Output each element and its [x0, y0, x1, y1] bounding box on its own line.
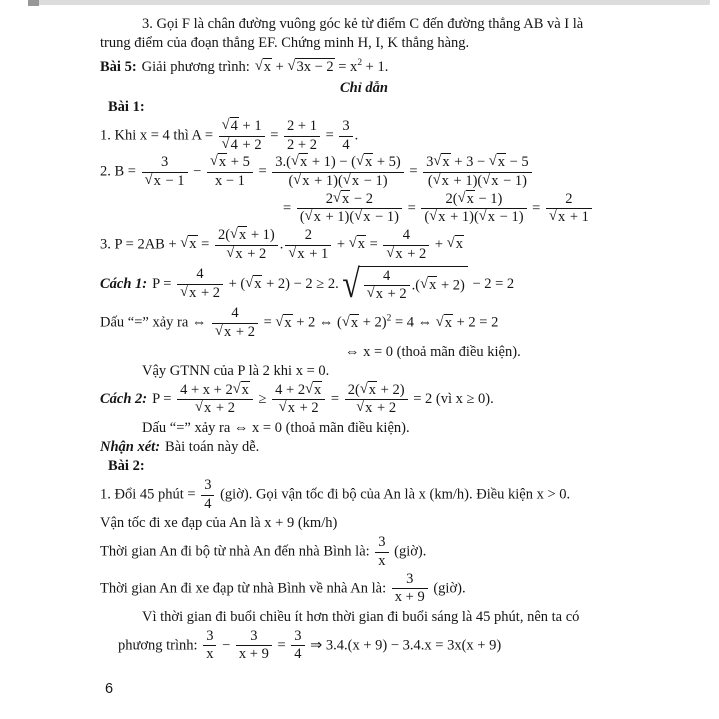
bai2-item1-formula: 1. Đổi 45 phút = $\frac{3}{4}$ (giờ). Gọi vận tốc đi bộ của An là x (km/h). Điều kiện x > 0. — [100, 476, 571, 512]
cach2-label: Cách 2: — [100, 391, 148, 408]
nhanxet-text: Bài toán này dễ. — [165, 438, 260, 455]
nhanxet-line — [100, 438, 628, 457]
bai1-item2-formula: 2. B = $\frac{3}{√x - 1}$ − $\frac{√x + 5}{x - 1}$ = $\frac{3.(√x + 1) - (√x + 5)}{(√x + 1)(√x - 1)}$ = $\frac{3√x + 3 - √x - 5}{(√x + 1)(√x - 1)}$ — [100, 155, 628, 189]
bai2-line2: Vận tốc đi xe đạp của An là x + 9 (km/h) — [100, 515, 338, 532]
bai2-line5: Vì thời gian đi buổi chiều ít hơn thời gian đi buổi sáng là 45 phút, nên ta có — [142, 608, 580, 625]
dau1-continued: ⇔ x = 0 (thoả mãn điều kiện). — [345, 343, 521, 360]
bai1-item1-formula: 1. Khi x = 4 thì A = $\frac{√4 + 1}{√4 + 2}$ = $\frac{2 + 1}{2 + 2}$ = $\frac{3}{4}$ . — [100, 117, 359, 153]
scan-artifact-bar — [28, 0, 710, 5]
dau2-line: Dấu “=” xảy ra ⇔ x = 0 (thoả mãn điều kiện). — [142, 419, 410, 436]
scan-artifact-tip — [28, 0, 39, 6]
bai1-item3-formula: 3. P = 2AB + √x = $\frac{2(√x + 1)}{√x + 2}$ . $\frac{2}{√x + 1}$ + √x = $\frac{4}{√x + 2}$ + √x — [100, 225, 463, 262]
bai1-item2-continued-formula: = $\frac{2√x - 2}{(√x + 1)(√x - 1)}$ = $\frac{2(√x - 1)}{(√x + 1)(√x - 1)}$ = $\frac{2}{√x + 1}$ — [283, 192, 628, 226]
cach2-line — [100, 380, 628, 417]
bai5-lead: Giải phương trình: — [141, 59, 250, 75]
dau1-formula: Dấu “=” xảy ra ⇔ $\frac{4}{√x + 2}$ = √x + 2 ⇔ $(√x + 2)^2 = 4$ ⇔ √x + 2 = 2 — [100, 305, 499, 340]
bai1-heading: Bài 1: — [108, 99, 145, 115]
cach1-formula: P = $\frac{4}{√x + 2}$ + (√x + 2) − 2 ≥ 2. √ $\frac{4}{√x + 2}$ .(√x + 2) − 2 = 2 — [152, 261, 515, 307]
section-heading-chidan: Chỉ dẫn — [340, 80, 388, 96]
bai5-formula: $√x + √3x - 2 = x^2 + 1$. — [254, 58, 389, 75]
page-number: 6 — [105, 681, 114, 697]
cach2-formula: P = $\frac{4 + x + 2√x}{√x + 2}$ ≥ $\frac{4 + 2√x}{√x + 2}$ = $\frac{2(√x + 2)}{√x + 2}$ = 2 (vì x ≥ 0). — [152, 380, 494, 417]
cach1-line — [100, 261, 628, 307]
page-content — [100, 15, 628, 665]
cach1-label: Cách 1: — [100, 275, 148, 292]
bai2-heading: Bài 2: — [108, 457, 145, 474]
bai5-line — [100, 56, 628, 79]
bai2-line3-formula: Thời gian An đi bộ từ nhà An đến nhà Bình là: $\frac{3}{x}$ (giờ). — [100, 534, 427, 569]
bai2-line4-formula: Thời gian An đi xe đạp từ nhà Bình về nhà An là: $\frac{3}{x + 9}$ (giờ). — [100, 570, 466, 606]
nhanxet-label: Nhận xét: — [100, 438, 161, 455]
vay-gtnn-line: Vậy GTNN của P là 2 khi x = 0. — [142, 362, 330, 379]
bai5-label: Bài 5: — [100, 59, 137, 75]
intro-line-2: trung điểm của đoạn thẳng EF. Chứng minh H, I, K thẳng hàng. — [100, 35, 470, 51]
intro-line-1: 3. Gọi F là chân đường vuông góc kẻ từ điểm C đến đường thẳng AB và I là — [142, 16, 584, 32]
bai2-line6-formula: phương trình: $\frac{3}{x}$ − $\frac{3}{x + 9}$ = $\frac{3}{4}$ ⇒ 3.4.(x + 9) − 3.4.x = 3x(x + 9) — [118, 627, 502, 663]
